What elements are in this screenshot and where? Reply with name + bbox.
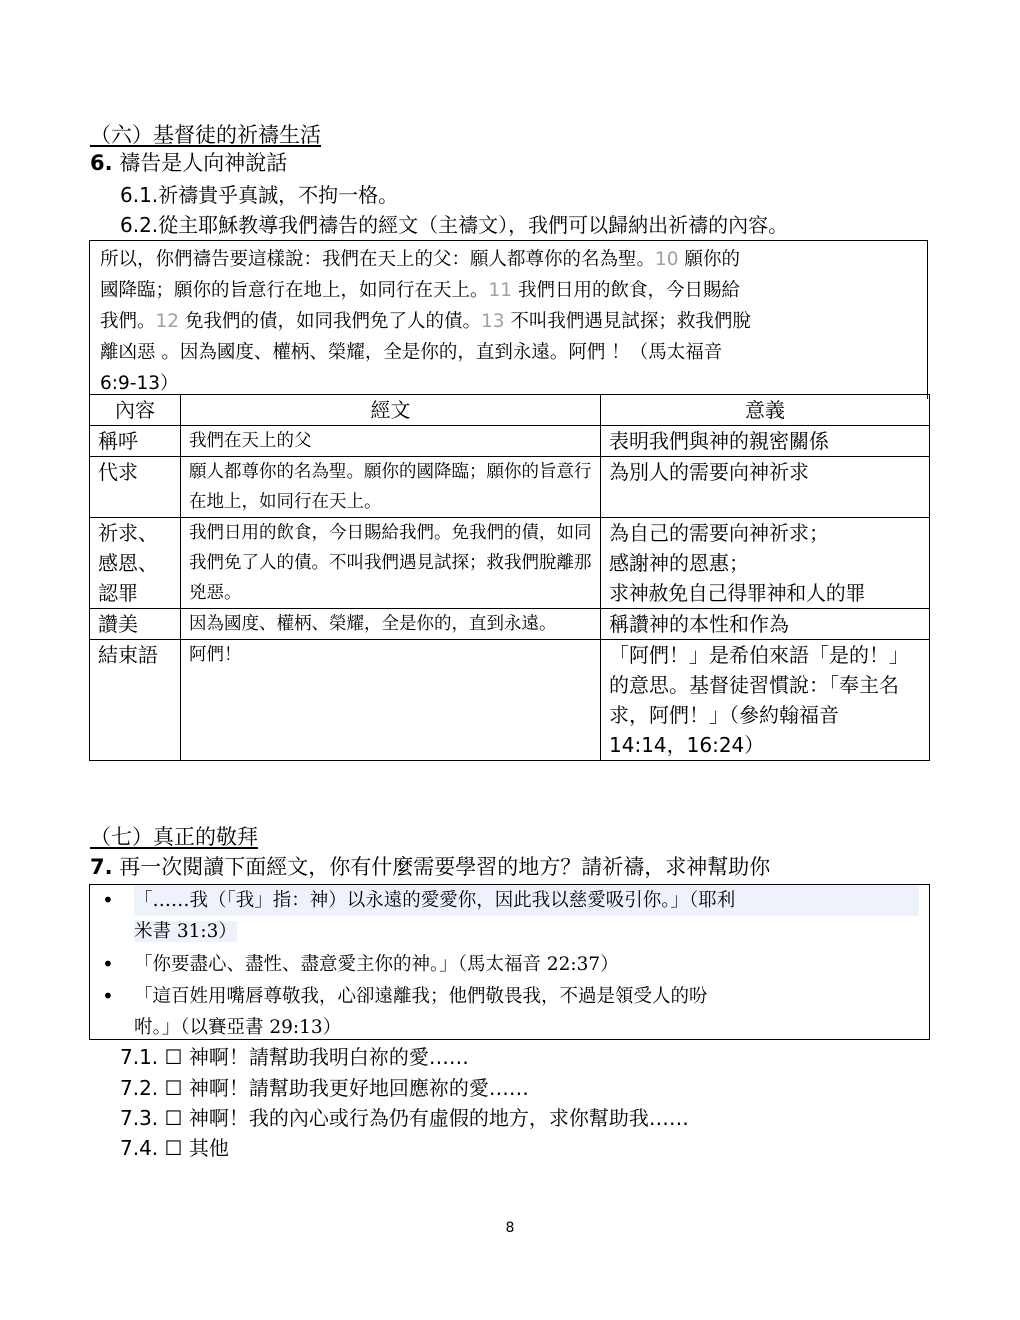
verse-item (134, 981, 919, 1043)
scripture-reference: 6:9-13） (100, 373, 179, 394)
paragraph-6-2: 6.2.從主耶穌教導我們禱告的經文（主禱文），我們可以歸納出祈禱的內容。 (120, 213, 789, 237)
option-text: 其他 (188, 1136, 229, 1160)
table-row (90, 457, 930, 518)
table-row (90, 518, 930, 609)
checkbox-icon[interactable]: ☐ (164, 1106, 183, 1130)
table-cell-content: 讚美 (90, 609, 181, 640)
verse-item (134, 885, 919, 947)
table-header-row (90, 395, 930, 426)
question-7-number: 7. (90, 855, 113, 879)
prayer-content-table (89, 394, 930, 761)
paragraph-6-1: 6.1.祈禱貴乎真誠，不拘一格。 (120, 183, 399, 207)
question-6-text: 禱告是人向神說話 (119, 151, 288, 175)
table-cell-scripture: 願人都尊你的名為聖。願你的國降臨；願你的旨意行在地上，如同行在天上。 (181, 457, 601, 518)
option-number: 7.4. (120, 1136, 159, 1160)
table-cell-meaning: 稱讚神的本性和作為 (601, 609, 930, 640)
page-number: 8 (505, 1220, 515, 1236)
verse-box (89, 884, 930, 1040)
verse-text: 「這百姓用嘴唇尊敬我，心卻遠離我；他們敬畏我，不過是領受人的吩 (134, 986, 708, 1007)
table-cell-content: 稱呼 (90, 426, 181, 457)
table-cell-scripture: 因為國度、權柄、榮耀，全是你的，直到永遠。 (181, 609, 601, 640)
checkbox-icon[interactable]: ☐ (164, 1136, 183, 1160)
option-7-4[interactable] (120, 1134, 229, 1162)
scripture-text: 願你的 (684, 249, 740, 270)
option-7-1[interactable] (120, 1043, 469, 1071)
verse-reference: 米書 31:3） (134, 921, 237, 942)
bullet-icon: • (102, 952, 114, 976)
scripture-text: 不叫我們遇見試探；救我們脫 (510, 311, 751, 332)
table-cell-content: 結束語 (90, 640, 181, 761)
column-header: 內容 (90, 395, 181, 426)
verse-number: 12 (155, 311, 180, 332)
table-cell-meaning: 表明我們與神的親密關係 (601, 426, 930, 457)
meaning-line: 求神赦免自己得罪神和人的罪 (609, 581, 866, 605)
column-header: 意義 (601, 395, 930, 426)
option-7-2[interactable] (120, 1074, 529, 1102)
verse-reference: 咐。」（以賽亞書 29:13） (134, 1017, 342, 1038)
table-row (90, 609, 930, 640)
table-row (90, 640, 930, 761)
option-number: 7.3. (120, 1106, 159, 1130)
scripture-text: 免我們的債，如同我們免了人的債。 (184, 311, 481, 332)
option-number: 7.1. (120, 1045, 159, 1069)
scripture-text: 所以，你們禱告要這樣說：我們在天上的父：願人都尊你的名為聖。 (100, 249, 656, 270)
verse-item: 「你要盡心、盡性、盡意愛主你的神。」（馬太福音 22:37） (134, 954, 619, 975)
question-6 (90, 149, 287, 177)
option-text: 神啊！我的內心或行為仍有虛假的地方，求你幫助我…… (188, 1106, 689, 1130)
meaning-line: 感謝神的恩惠； (609, 551, 749, 575)
scripture-text: 我們。 (100, 311, 156, 332)
option-number: 7.2. (120, 1076, 159, 1100)
table-cell-content: 代求 (90, 457, 181, 518)
verse-text: 「……我（「我」指：神）以永遠的愛愛你，因此我以慈愛吸引你。」（耶利 (134, 885, 919, 916)
table-cell-scripture: 我們日用的飲食，今日賜給我們。免我們的債，如同我們免了人的債。不叫我們遇見試探；救我們脫離那兇惡。 (181, 518, 601, 609)
table-cell-scripture: 我們在天上的父 (181, 426, 601, 457)
table-cell-meaning: 「阿們！」是希伯來語「是的！」的意思。基督徒習慣說：「奉主名求，阿們！」（參約翰福音 14:14，16:24） (601, 640, 930, 761)
table-cell-scripture: 阿們！ (181, 640, 601, 761)
section-7-title: （七）真正的敬拜 (90, 825, 258, 849)
table-row (90, 426, 930, 457)
table-cell-meaning: 為別人的需要向神祈求 (601, 457, 930, 518)
option-7-3[interactable] (120, 1104, 689, 1132)
scripture-text: 離凶惡 。因為國度、權柄、榮耀，全是你的，直到永遠。阿們 ！（馬太福音 (100, 342, 723, 363)
meaning-line: 為自己的需要向神祈求； (609, 521, 829, 545)
option-text: 神啊！請幫助我更好地回應祢的愛…… (188, 1076, 529, 1100)
checkbox-icon[interactable]: ☐ (164, 1076, 183, 1100)
scripture-text: 國降臨；願你的旨意行在地上，如同行在天上。 (100, 280, 489, 301)
question-6-number: 6. (90, 151, 113, 175)
scripture-text: 我們日用的飲食，今日賜給 (517, 280, 740, 301)
column-header: 經文 (181, 395, 601, 426)
lords-prayer-scripture (89, 240, 928, 399)
verse-number: 10 (655, 249, 679, 270)
verse-number: 13 (480, 311, 505, 332)
bullet-icon: • (102, 984, 114, 1008)
verse-number: 11 (488, 280, 513, 301)
section-6-title: （六）基督徒的祈禱生活 (90, 123, 321, 147)
option-text: 神啊！請幫助我明白祢的愛…… (188, 1045, 469, 1069)
checkbox-icon[interactable]: ☐ (164, 1045, 183, 1069)
table-cell-content: 祈求、感恩、認罪 (90, 518, 181, 609)
bullet-icon: • (102, 888, 114, 912)
question-7 (90, 853, 770, 881)
table-cell-meaning (601, 518, 930, 609)
question-7-text: 再一次閱讀下面經文，你有什麼需要學習的地方？請祈禱，求神幫助你 (119, 855, 771, 879)
